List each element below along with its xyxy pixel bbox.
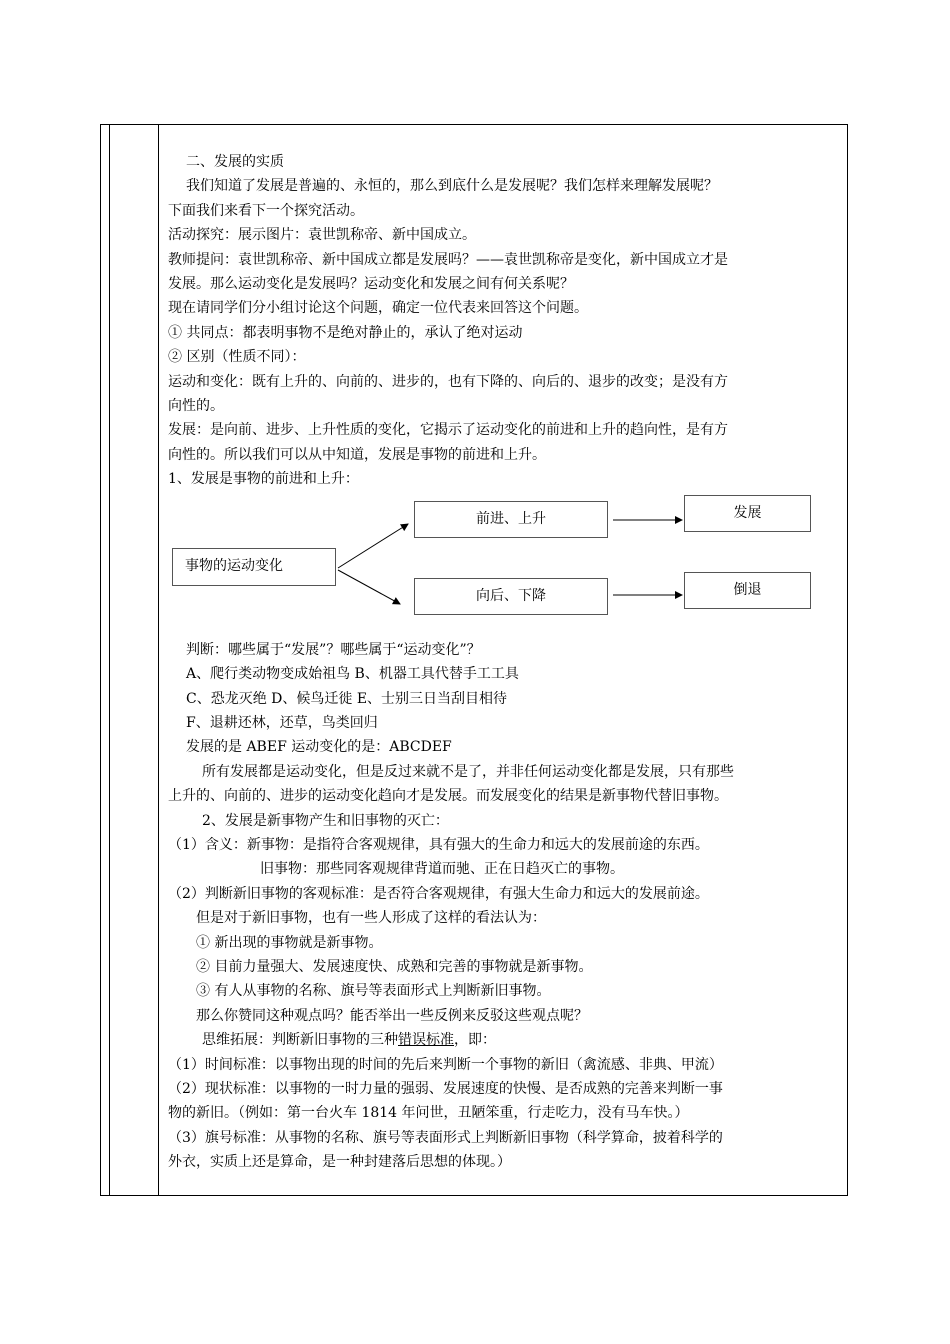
meaning-new: （1）含义：新事物：是指符合客观规律，具有强大的生命力和远大的发展前途的东西。 (168, 836, 709, 853)
option-line-1: A、爬行类动物变成始祖鸟 B、机器工具代替手工工具 (186, 666, 519, 683)
motion-line-2: 向性的。 (168, 398, 224, 415)
option-line-3: F、退耕还林，还草，鸟类回归 (186, 714, 378, 731)
criterion-text: （2）判断新旧事物的客观标准：是否符合客观规律，有强大生命力和远大的发展前途。 (168, 885, 709, 902)
motion-line-1: 运动和变化：既有上升的、向前的、进步的，也有下降的、向后的、退步的改变；是没有方 (168, 373, 728, 390)
arrow-to-upper (338, 524, 408, 568)
but-text: 但是对于新旧事物，也有一些人形成了这样的看法认为： (196, 910, 546, 927)
standard-status-1: （2）现状标准：以事物的一时力量的强弱、发展速度的快慢、是否成熟的完善来判断一事 (168, 1081, 723, 1097)
answer-text: 发展的是 ABEF 运动变化的是：ABCDEF (186, 739, 452, 756)
heading-2: 2、发展是新事物产生和旧事物的灭亡： (202, 812, 449, 829)
extend-underlined: 错误标准 (398, 1032, 454, 1049)
box-regression: 倒退 (684, 572, 811, 609)
standard-status-2: 物的新旧。（例如：第一台火车 1814 年问世，丑陋笨重，行走吃力，没有马车快。） (168, 1105, 689, 1122)
development-line-1: 发展：是向前、进步、上升性质的变化，它揭示了运动变化的前进和上升的趋向性，是有方 (168, 422, 728, 439)
question-line-1: 教师提问：袁世凯称帝、新中国成立都是发展吗？——袁世凯称帝是变化，新中国成立才是 (168, 251, 728, 268)
summary-line-1: 所有发展都是运动变化，但是反过来就不是了，并非任何运动变化都是发展，只有那些 (202, 763, 734, 780)
box-development: 发展 (684, 495, 811, 532)
view-3: ③ 有人从事物的名称、旗号等表面形式上判断新旧事物。 (196, 983, 551, 1000)
extend-suffix: ，即： (454, 1032, 496, 1049)
box-backward-down: 向后、下降 (414, 578, 608, 615)
box-motion-change: 事物的运动变化 (172, 548, 336, 586)
standard-banner-1: （3）旗号标准：从事物的名称、旗号等表面形式上判断新旧事物（科学算命，披着科学的 (168, 1129, 723, 1146)
ask-text: 那么你赞同这种观点吗？能否举出一些反例来反驳这些观点呢？ (196, 1007, 588, 1024)
extend-text (168, 1028, 840, 1052)
box-forward-up: 前进、上升 (414, 501, 608, 538)
extend-prefix: 思维拓展：判断新旧事物的三种 (202, 1032, 398, 1049)
standard-time: （1）时间标准：以事物出现的时间的先后来判断一个事物的新旧（禽流感、非典、甲流） (168, 1056, 723, 1073)
view-1: ① 新出现的事物就是新事物。 (196, 934, 383, 951)
meaning-old: 旧事物：那些同客观规律背道而驰、正在日趋灭亡的事物。 (260, 861, 624, 878)
view-2: ② 目前力量强大、发展速度快、成熟和完善的事物就是新事物。 (196, 958, 593, 975)
development-line-2: 向性的。所以我们可以从中知道，发展是事物的前进和上升。 (168, 446, 546, 463)
intro-line-1: 我们知道了发展是普遍的、永恒的，那么到底什么是发展呢？我们怎样来理解发展呢？ (186, 178, 718, 195)
standard-banner-2: 外衣，实质上还是算命，是一种封建落后思想的体现。） (168, 1154, 511, 1171)
summary-line-2: 上升的、向前的、进步的运动变化趋向才是发展。而发展变化的结果是新事物代替旧事物。 (168, 788, 728, 805)
judge-question: 判断：哪些属于“发展”？哪些属于“运动变化”？ (186, 641, 481, 658)
lesson-content (168, 150, 840, 1175)
section-title: 二、发展的实质 (186, 154, 284, 170)
heading-1: 1、发展是事物的前进和上升： (168, 471, 359, 488)
point-difference: ② 区别（性质不同）： (168, 349, 306, 366)
flow-diagram (168, 492, 840, 638)
table-column-label (109, 125, 159, 1195)
activity-text: 活动探究：展示图片：袁世凯称帝、新中国成立。 (168, 227, 476, 244)
discuss-text: 现在请同学们分小组讨论这个问题，确定一位代表来回答这个问题。 (168, 300, 588, 317)
point-common: ① 共同点：都表明事物不是绝对静止的，承认了绝对运动 (168, 324, 523, 341)
question-line-2: 发展。那么运动变化是发展吗？运动变化和发展之间有何关系呢？ (168, 276, 574, 293)
option-line-2: C、恐龙灭绝 D、候鸟迁徙 E、士别三日当刮目相待 (186, 690, 508, 707)
arrow-to-lower (338, 570, 400, 604)
intro-line-2: 下面我们来看下一个探究活动。 (168, 202, 364, 219)
